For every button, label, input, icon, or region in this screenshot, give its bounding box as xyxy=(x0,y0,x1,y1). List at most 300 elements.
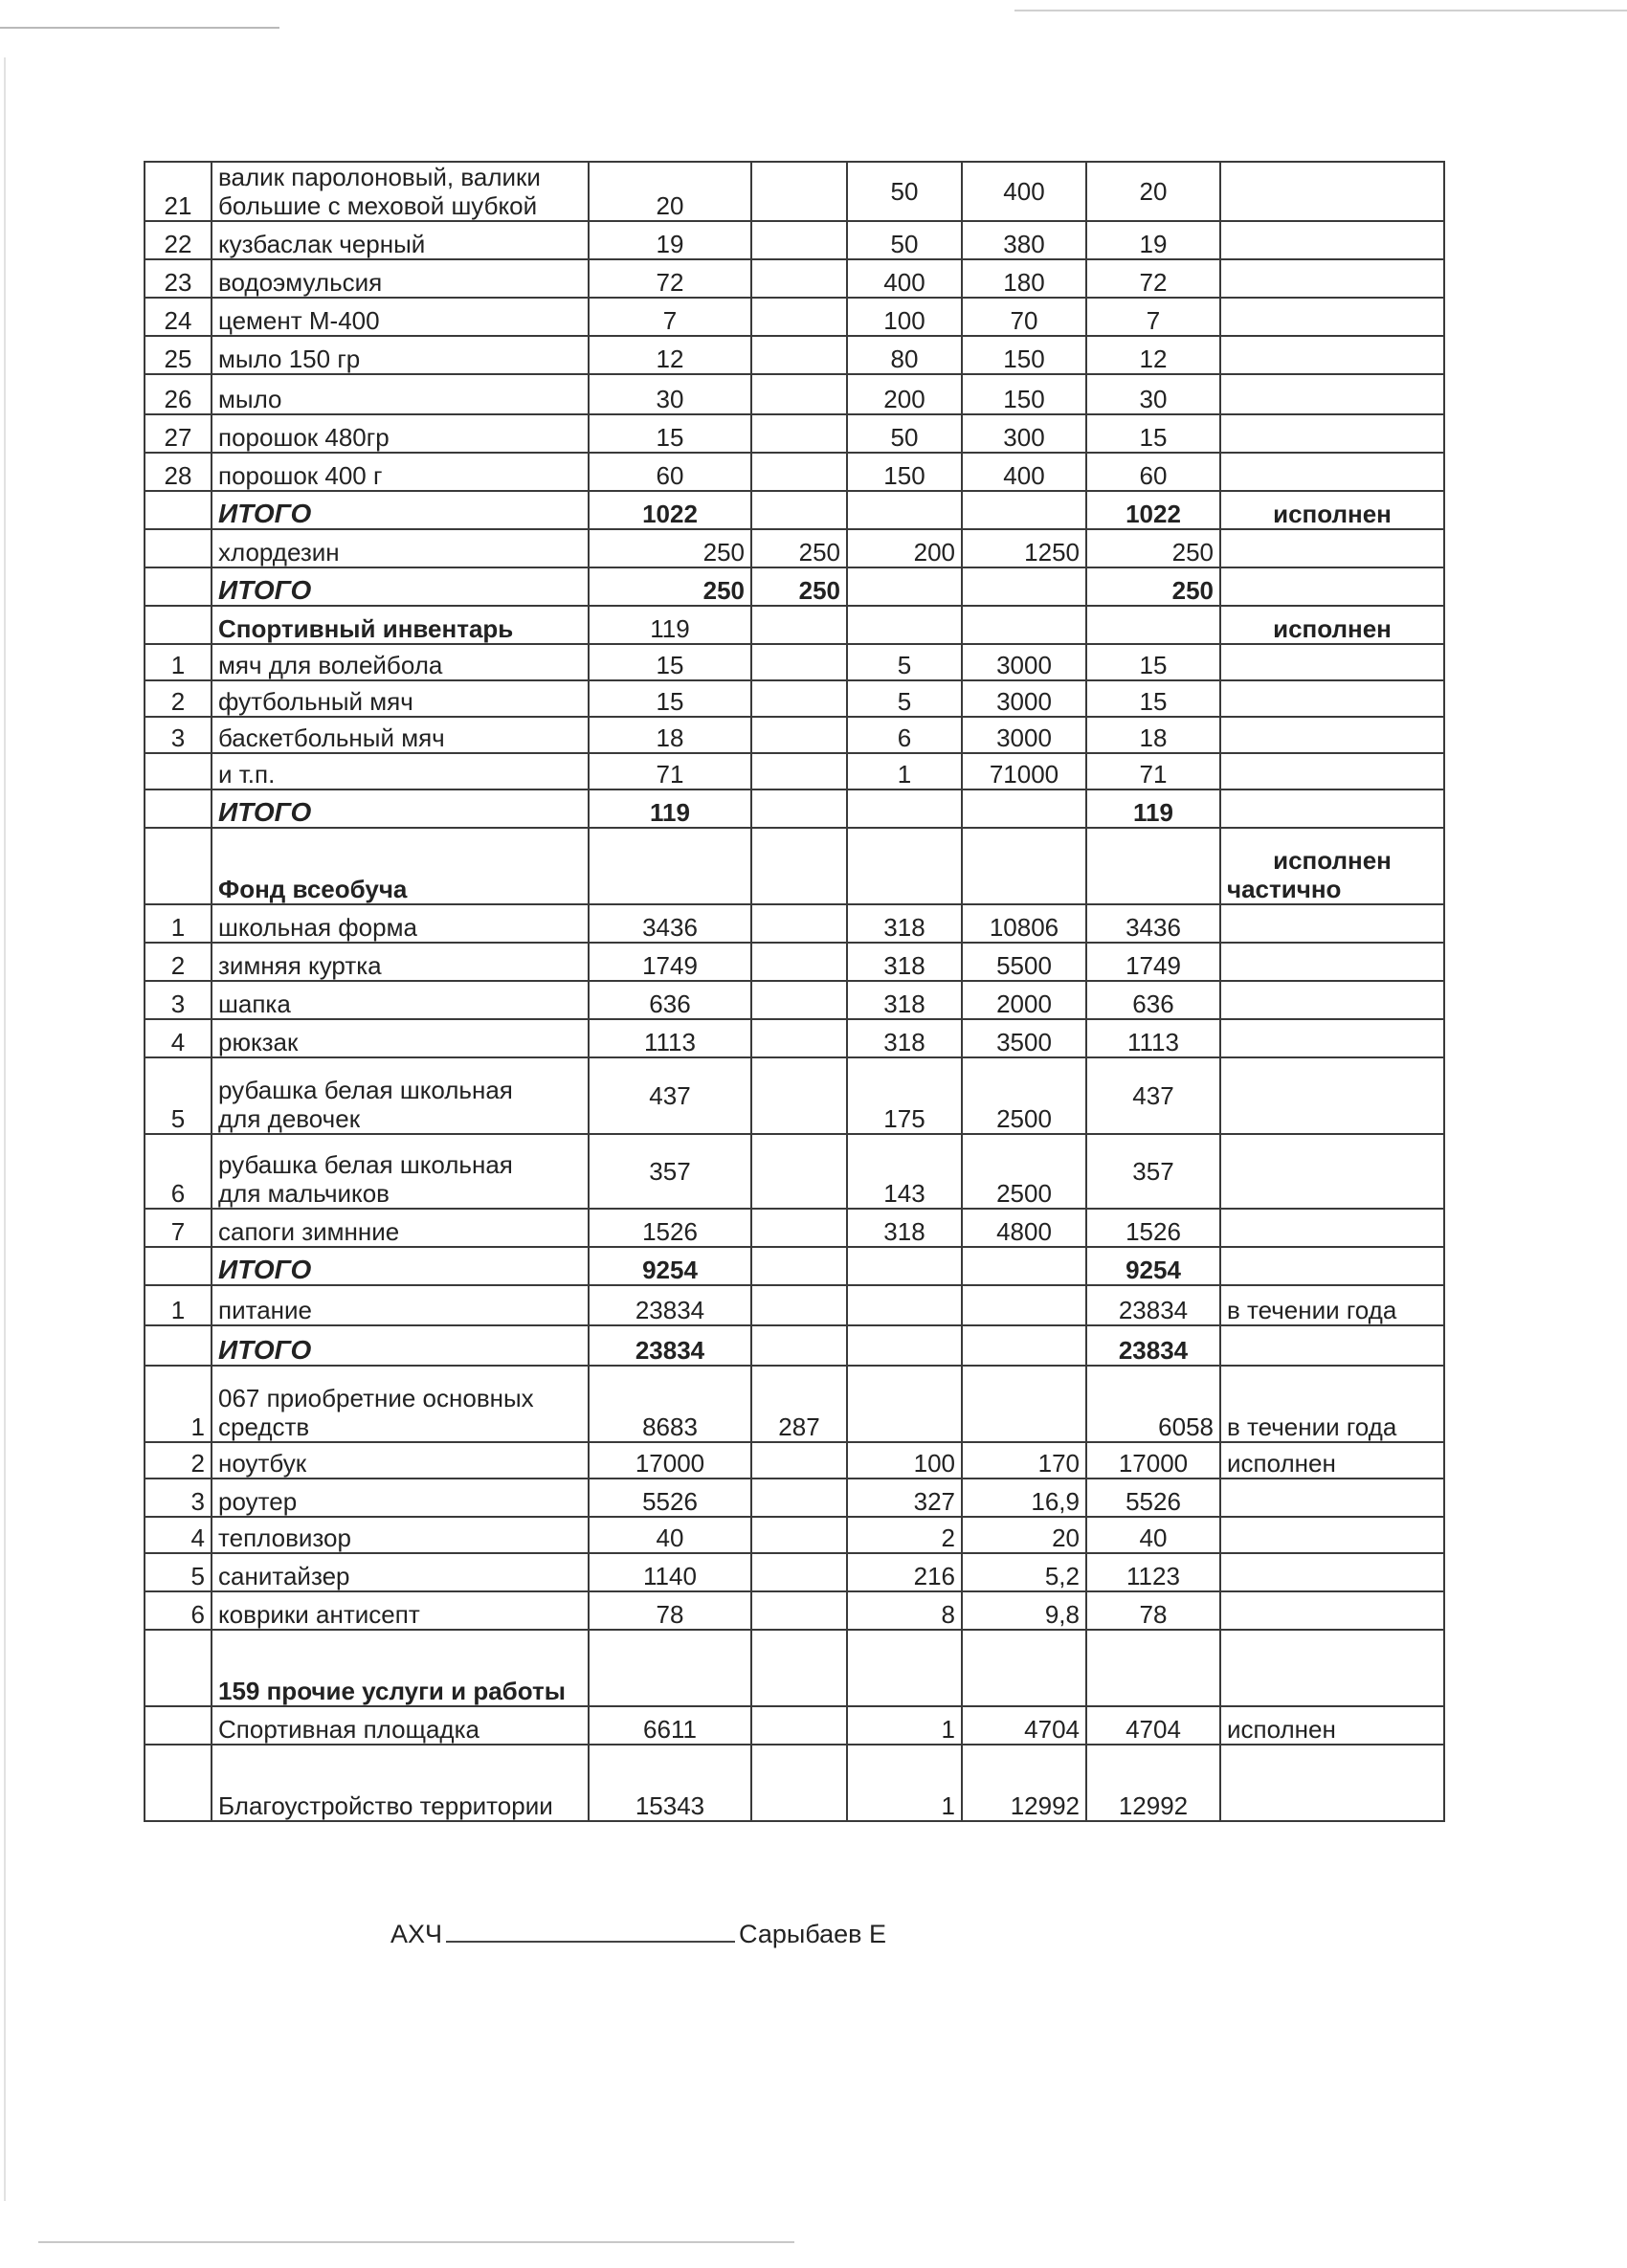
row-number: 5 xyxy=(145,1553,212,1591)
item-name-line: Спортивная площадка xyxy=(218,1715,479,1744)
value-c4: 380 xyxy=(962,221,1086,259)
value-c4: 20 xyxy=(962,1517,1086,1553)
item-name-line: Фонд всеобуча xyxy=(218,875,408,903)
status-text: исполнен xyxy=(1227,1715,1336,1744)
value-c5: 23834 xyxy=(1086,1325,1220,1366)
value-c4: 16,9 xyxy=(962,1479,1086,1517)
table-row xyxy=(145,828,1444,904)
item-name xyxy=(212,1442,589,1479)
value-c4: 400 xyxy=(962,162,1086,221)
value-c4 xyxy=(962,1285,1086,1325)
item-name xyxy=(212,904,589,943)
value-c3: 2 xyxy=(847,1517,962,1553)
row-number xyxy=(145,753,212,789)
value-c1: 20 xyxy=(589,162,751,221)
value-c2 xyxy=(751,1209,847,1247)
value-c5: 12992 xyxy=(1086,1745,1220,1821)
value-c5 xyxy=(1086,1630,1220,1706)
value-c4: 2500 xyxy=(962,1057,1086,1134)
value-c1: 19 xyxy=(589,221,751,259)
value-c4: 3500 xyxy=(962,1019,1086,1057)
item-name-line: Спортивный инвентарь xyxy=(218,614,514,643)
value-c1: 71 xyxy=(589,753,751,789)
item-name xyxy=(212,1630,589,1706)
value-c4: 400 xyxy=(962,453,1086,491)
row-number: 6 xyxy=(145,1591,212,1630)
table-row xyxy=(145,567,1444,606)
value-c1: 30 xyxy=(589,374,751,414)
row-number xyxy=(145,1325,212,1366)
status-cell xyxy=(1220,298,1444,336)
status-cell xyxy=(1220,606,1444,644)
value-c3: 200 xyxy=(847,529,962,567)
item-name xyxy=(212,1285,589,1325)
value-c1: 119 xyxy=(589,789,751,828)
item-name-line: 067 приобретние основных xyxy=(218,1384,534,1412)
item-name xyxy=(212,491,589,529)
status-cell xyxy=(1220,1630,1444,1706)
value-c3 xyxy=(847,491,962,529)
item-name xyxy=(212,1591,589,1630)
value-c5: 40 xyxy=(1086,1517,1220,1553)
value-c2 xyxy=(751,943,847,981)
row-number: 1 xyxy=(145,904,212,943)
value-c5: 9254 xyxy=(1086,1247,1220,1285)
report-table xyxy=(144,161,1445,1822)
table-row xyxy=(145,904,1444,943)
value-c1: 1749 xyxy=(589,943,751,981)
item-name-line: шапка xyxy=(218,989,291,1018)
status-cell xyxy=(1220,259,1444,298)
value-c3: 327 xyxy=(847,1479,962,1517)
table-row xyxy=(145,1057,1444,1134)
value-c3 xyxy=(847,1366,962,1442)
row-number: 27 xyxy=(145,414,212,453)
value-c2 xyxy=(751,1247,847,1285)
item-name xyxy=(212,753,589,789)
table-row xyxy=(145,1517,1444,1553)
row-number: 7 xyxy=(145,1209,212,1247)
status-cell xyxy=(1220,221,1444,259)
status-text: исполнен xyxy=(1273,500,1392,528)
table-row xyxy=(145,1134,1444,1209)
item-name xyxy=(212,221,589,259)
table-row xyxy=(145,162,1444,221)
value-c2 xyxy=(751,717,847,753)
status-cell xyxy=(1220,162,1444,221)
value-c1: 15 xyxy=(589,644,751,680)
value-c5: 6058 xyxy=(1086,1366,1220,1442)
status-cell xyxy=(1220,1479,1444,1517)
table-row xyxy=(145,1019,1444,1057)
value-c3: 50 xyxy=(847,414,962,453)
item-name-line: Благоустройство территории xyxy=(218,1791,553,1820)
value-c3: 1 xyxy=(847,753,962,789)
value-c2 xyxy=(751,414,847,453)
item-name-line: для мальчиков xyxy=(218,1179,390,1208)
status-cell xyxy=(1220,529,1444,567)
value-c1: 357 xyxy=(589,1134,751,1209)
item-name xyxy=(212,943,589,981)
value-c2 xyxy=(751,789,847,828)
table-row xyxy=(145,1209,1444,1247)
row-number: 3 xyxy=(145,717,212,753)
table-row xyxy=(145,1285,1444,1325)
table-row xyxy=(145,221,1444,259)
status-cell xyxy=(1220,680,1444,717)
item-name-line: коврики антисепт xyxy=(218,1600,420,1629)
value-c1 xyxy=(589,1630,751,1706)
table-row xyxy=(145,259,1444,298)
value-c2 xyxy=(751,1057,847,1134)
value-c5: 5526 xyxy=(1086,1479,1220,1517)
status-text: исполнен xyxy=(1273,614,1392,643)
status-text: в течении года xyxy=(1227,1412,1397,1441)
row-number xyxy=(145,606,212,644)
row-number: 1 xyxy=(145,1366,212,1442)
value-c4: 5500 xyxy=(962,943,1086,981)
value-c2 xyxy=(751,1706,847,1745)
value-c1: 12 xyxy=(589,336,751,374)
item-name xyxy=(212,981,589,1019)
value-c1: 3436 xyxy=(589,904,751,943)
value-c5: 119 xyxy=(1086,789,1220,828)
value-c5: 1749 xyxy=(1086,943,1220,981)
value-c3: 318 xyxy=(847,943,962,981)
value-c1: 40 xyxy=(589,1517,751,1553)
item-name-line: валик паролоновый, валики xyxy=(218,163,541,191)
value-c2 xyxy=(751,904,847,943)
row-number: 21 xyxy=(145,162,212,221)
value-c1 xyxy=(589,828,751,904)
value-c1: 437 xyxy=(589,1057,751,1134)
value-c1: 5526 xyxy=(589,1479,751,1517)
status-cell xyxy=(1220,1325,1444,1366)
item-name-line: ноутбук xyxy=(218,1449,307,1478)
item-name xyxy=(212,1019,589,1057)
value-c3: 1 xyxy=(847,1745,962,1821)
value-c1: 15343 xyxy=(589,1745,751,1821)
value-c1: 17000 xyxy=(589,1442,751,1479)
value-c5: 1022 xyxy=(1086,491,1220,529)
value-c5: 1526 xyxy=(1086,1209,1220,1247)
value-c5: 636 xyxy=(1086,981,1220,1019)
value-c1: 636 xyxy=(589,981,751,1019)
value-c3 xyxy=(847,828,962,904)
value-c4: 2500 xyxy=(962,1134,1086,1209)
status-text: в течении года xyxy=(1227,1296,1397,1324)
value-c2 xyxy=(751,1745,847,1821)
row-number xyxy=(145,789,212,828)
value-c1: 23834 xyxy=(589,1285,751,1325)
signature-label: АХЧ xyxy=(390,1920,443,1948)
table-row xyxy=(145,1247,1444,1285)
value-c3 xyxy=(847,1325,962,1366)
value-c1: 72 xyxy=(589,259,751,298)
table-row xyxy=(145,453,1444,491)
table-row xyxy=(145,1479,1444,1517)
value-c5: 17000 xyxy=(1086,1442,1220,1479)
status-cell xyxy=(1220,453,1444,491)
value-c5: 1123 xyxy=(1086,1553,1220,1591)
value-c1: 1140 xyxy=(589,1553,751,1591)
item-name-line: 159 прочие услуги и работы xyxy=(218,1677,566,1705)
value-c2 xyxy=(751,1591,847,1630)
value-c3: 143 xyxy=(847,1134,962,1209)
value-c1: 18 xyxy=(589,717,751,753)
value-c4: 10806 xyxy=(962,904,1086,943)
item-name-line: мыло 150 гр xyxy=(218,345,361,373)
value-c1: 1526 xyxy=(589,1209,751,1247)
value-c2 xyxy=(751,1517,847,1553)
value-c4: 5,2 xyxy=(962,1553,1086,1591)
value-c1: 7 xyxy=(589,298,751,336)
row-number: 28 xyxy=(145,453,212,491)
value-c2 xyxy=(751,374,847,414)
status-cell xyxy=(1220,943,1444,981)
value-c2: 250 xyxy=(751,567,847,606)
value-c5: 7 xyxy=(1086,298,1220,336)
value-c2 xyxy=(751,162,847,221)
item-name-line: рубашка белая школьная xyxy=(218,1076,513,1104)
item-name-line: мыло xyxy=(218,385,282,413)
table-row xyxy=(145,529,1444,567)
value-c3: 318 xyxy=(847,1209,962,1247)
status-cell xyxy=(1220,753,1444,789)
scan-artifact-bottom xyxy=(38,2241,794,2243)
status-cell xyxy=(1220,789,1444,828)
item-name xyxy=(212,1479,589,1517)
row-number xyxy=(145,529,212,567)
item-name xyxy=(212,717,589,753)
value-c2 xyxy=(751,259,847,298)
row-number: 1 xyxy=(145,644,212,680)
item-name-line: кузбаслак черный xyxy=(218,230,426,258)
status-cell xyxy=(1220,1019,1444,1057)
scan-artifact-left-edge xyxy=(4,57,6,2201)
item-name-line: рубашка белая школьная xyxy=(218,1150,513,1179)
item-name xyxy=(212,680,589,717)
table-row xyxy=(145,336,1444,374)
value-c3: 100 xyxy=(847,298,962,336)
value-c5: 1113 xyxy=(1086,1019,1220,1057)
status-cell xyxy=(1220,1745,1444,1821)
item-name-line: цемент М-400 xyxy=(218,306,380,335)
row-number: 3 xyxy=(145,981,212,1019)
row-number: 4 xyxy=(145,1517,212,1553)
item-name xyxy=(212,1134,589,1209)
value-c3: 200 xyxy=(847,374,962,414)
item-name xyxy=(212,567,589,606)
row-number: 2 xyxy=(145,943,212,981)
item-name-line: хлордезин xyxy=(218,538,340,567)
value-c5: 71 xyxy=(1086,753,1220,789)
item-name xyxy=(212,414,589,453)
status-cell xyxy=(1220,1285,1444,1325)
value-c3: 50 xyxy=(847,221,962,259)
item-name-line: роутер xyxy=(218,1487,298,1516)
value-c4 xyxy=(962,1325,1086,1366)
row-number: 2 xyxy=(145,680,212,717)
item-name-line: тепловизор xyxy=(218,1523,351,1552)
item-name xyxy=(212,1517,589,1553)
value-c3: 318 xyxy=(847,981,962,1019)
status-cell xyxy=(1220,828,1444,904)
value-c2 xyxy=(751,221,847,259)
value-c2 xyxy=(751,1479,847,1517)
value-c3: 100 xyxy=(847,1442,962,1479)
status-cell xyxy=(1220,644,1444,680)
value-c4: 9,8 xyxy=(962,1591,1086,1630)
value-c4: 3000 xyxy=(962,680,1086,717)
table-row xyxy=(145,298,1444,336)
value-c2 xyxy=(751,1134,847,1209)
value-c4 xyxy=(962,1366,1086,1442)
value-c4: 3000 xyxy=(962,717,1086,753)
value-c3 xyxy=(847,789,962,828)
value-c5: 250 xyxy=(1086,567,1220,606)
value-c3: 400 xyxy=(847,259,962,298)
item-name xyxy=(212,606,589,644)
value-c5: 437 xyxy=(1086,1057,1220,1134)
status-cell xyxy=(1220,1209,1444,1247)
item-name xyxy=(212,453,589,491)
item-name-line: ИТОГО xyxy=(218,1335,312,1365)
item-name xyxy=(212,789,589,828)
value-c2 xyxy=(751,606,847,644)
item-name-line: питание xyxy=(218,1296,313,1324)
item-name-line: футбольный мяч xyxy=(218,687,413,716)
status-cell xyxy=(1220,491,1444,529)
value-c5: 15 xyxy=(1086,680,1220,717)
value-c2 xyxy=(751,298,847,336)
value-c1: 15 xyxy=(589,680,751,717)
item-name-line: школьная форма xyxy=(218,913,417,942)
row-number xyxy=(145,1745,212,1821)
value-c4 xyxy=(962,1630,1086,1706)
value-c2 xyxy=(751,1019,847,1057)
signature-block xyxy=(390,1920,886,1949)
value-c1: 6611 xyxy=(589,1706,751,1745)
value-c2: 287 xyxy=(751,1366,847,1442)
value-c5: 20 xyxy=(1086,162,1220,221)
row-number: 22 xyxy=(145,221,212,259)
row-number xyxy=(145,491,212,529)
value-c2 xyxy=(751,828,847,904)
item-name xyxy=(212,828,589,904)
item-name xyxy=(212,1209,589,1247)
value-c5: 4704 xyxy=(1086,1706,1220,1745)
value-c2 xyxy=(751,644,847,680)
value-c5 xyxy=(1086,828,1220,904)
row-number: 23 xyxy=(145,259,212,298)
value-c3: 50 xyxy=(847,162,962,221)
status-text: исполнен xyxy=(1273,846,1392,875)
value-c4 xyxy=(962,606,1086,644)
value-c1: 23834 xyxy=(589,1325,751,1366)
value-c4: 1250 xyxy=(962,529,1086,567)
row-number: 26 xyxy=(145,374,212,414)
table-row xyxy=(145,644,1444,680)
value-c3: 5 xyxy=(847,680,962,717)
value-c5: 357 xyxy=(1086,1134,1220,1209)
value-c3: 216 xyxy=(847,1553,962,1591)
table-row xyxy=(145,680,1444,717)
status-text: исполнен xyxy=(1227,1449,1336,1478)
value-c1: 250 xyxy=(589,529,751,567)
status-cell xyxy=(1220,1591,1444,1630)
row-number: 25 xyxy=(145,336,212,374)
item-name xyxy=(212,162,589,221)
value-c2 xyxy=(751,1553,847,1591)
value-c1: 78 xyxy=(589,1591,751,1630)
row-number: 3 xyxy=(145,1479,212,1517)
item-name-line: зимняя куртка xyxy=(218,951,382,980)
value-c4: 3000 xyxy=(962,644,1086,680)
value-c2 xyxy=(751,753,847,789)
value-c3 xyxy=(847,567,962,606)
item-name xyxy=(212,298,589,336)
table-row xyxy=(145,1591,1444,1630)
table-row xyxy=(145,414,1444,453)
value-c4: 4800 xyxy=(962,1209,1086,1247)
table-row xyxy=(145,1630,1444,1706)
table-row xyxy=(145,374,1444,414)
value-c3: 80 xyxy=(847,336,962,374)
value-c4 xyxy=(962,789,1086,828)
value-c4: 150 xyxy=(962,374,1086,414)
value-c1: 9254 xyxy=(589,1247,751,1285)
value-c4: 300 xyxy=(962,414,1086,453)
row-number xyxy=(145,567,212,606)
scan-artifact-top-left xyxy=(0,27,279,29)
value-c2 xyxy=(751,1325,847,1366)
value-c3: 8 xyxy=(847,1591,962,1630)
row-number xyxy=(145,828,212,904)
value-c1: 8683 xyxy=(589,1366,751,1442)
item-name-line: ИТОГО xyxy=(218,575,312,605)
value-c4: 12992 xyxy=(962,1745,1086,1821)
item-name-line: ИТОГО xyxy=(218,797,312,827)
item-name xyxy=(212,1325,589,1366)
value-c4: 2000 xyxy=(962,981,1086,1019)
value-c3: 318 xyxy=(847,1019,962,1057)
value-c2 xyxy=(751,1442,847,1479)
value-c1: 1022 xyxy=(589,491,751,529)
value-c4: 4704 xyxy=(962,1706,1086,1745)
status-text: частично xyxy=(1227,875,1342,903)
status-cell xyxy=(1220,1134,1444,1209)
value-c3 xyxy=(847,1630,962,1706)
item-name xyxy=(212,1247,589,1285)
row-number: 6 xyxy=(145,1134,212,1209)
row-number xyxy=(145,1706,212,1745)
table-row xyxy=(145,1706,1444,1745)
value-c4: 71000 xyxy=(962,753,1086,789)
item-name-line: ИТОГО xyxy=(218,1255,312,1284)
value-c2 xyxy=(751,453,847,491)
status-cell xyxy=(1220,336,1444,374)
status-cell xyxy=(1220,1442,1444,1479)
item-name-line: и т.п. xyxy=(218,760,276,789)
value-c4: 150 xyxy=(962,336,1086,374)
item-name xyxy=(212,374,589,414)
item-name xyxy=(212,644,589,680)
status-cell xyxy=(1220,414,1444,453)
status-cell xyxy=(1220,904,1444,943)
status-cell xyxy=(1220,1517,1444,1553)
value-c4 xyxy=(962,828,1086,904)
